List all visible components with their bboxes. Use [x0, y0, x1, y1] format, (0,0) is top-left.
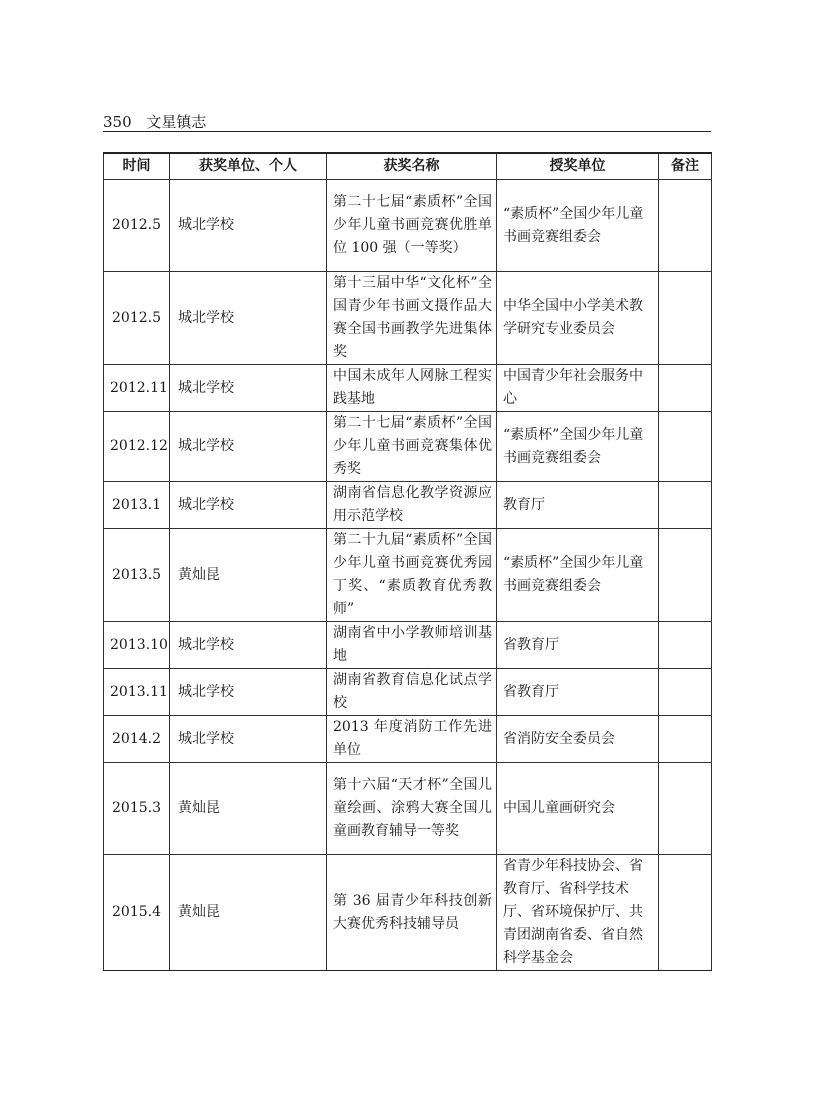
cell-award: 第 36 届青少年科技创新大赛优秀科技辅导员: [327, 855, 497, 971]
page-header: [103, 113, 711, 132]
cell-award: 第二十七届“素质杯”全国少年儿童书画竞赛集体优秀奖: [327, 412, 497, 482]
cell-award: 第二十九届“素质杯”全国少年儿童书画竞赛优秀园丁奖、“素质教育优秀教师”: [327, 529, 497, 622]
cell-award: 第十六届“天才杯”全国儿童绘画、涂鸦大赛全国儿童画教育辅导一等奖: [327, 763, 497, 855]
cell-note: [659, 716, 712, 763]
cell-grantor: “素质杯”全国少年儿童书画竞赛组委会: [497, 412, 659, 482]
cell-recipient: 黄灿昆: [170, 855, 327, 971]
cell-grantor: 省消防安全委员会: [497, 716, 659, 763]
cell-recipient: 城北学校: [170, 622, 327, 669]
cell-grantor: 省青少年科技协会、省教育厅、省科学技术厅、省环境保护厅、共青团湖南省委、省自然科学基金会: [497, 855, 659, 971]
cell-grantor: 教育厅: [497, 482, 659, 529]
book-title: 文星镇志: [146, 113, 207, 131]
cell-recipient: 黄灿昆: [170, 529, 327, 622]
cell-time: 2013.10: [104, 622, 170, 669]
cell-award: 第十三届中华“文化杯”全国青少年书画文摄作品大赛全国书画教学先进集体奖: [327, 272, 497, 365]
cell-note: [659, 669, 712, 716]
cell-grantor: 中华全国中小学美术教学研究专业委员会: [497, 272, 659, 365]
table-row: [104, 180, 712, 272]
cell-award: 湖南省教育信息化试点学校: [327, 669, 497, 716]
cell-grantor: 省教育厅: [497, 622, 659, 669]
column-header-recipient: 获奖单位、个人: [170, 153, 327, 180]
cell-time: 2012.11: [104, 365, 170, 412]
cell-recipient: 城北学校: [170, 272, 327, 365]
table-row: [104, 412, 712, 482]
cell-recipient: 城北学校: [170, 669, 327, 716]
cell-note: [659, 529, 712, 622]
cell-recipient: 城北学校: [170, 412, 327, 482]
cell-grantor: “素质杯”全国少年儿童书画竞赛组委会: [497, 180, 659, 272]
cell-recipient: 城北学校: [170, 365, 327, 412]
cell-grantor: 省教育厅: [497, 669, 659, 716]
table-row: [104, 855, 712, 971]
cell-recipient: 城北学校: [170, 482, 327, 529]
cell-time: 2013.1: [104, 482, 170, 529]
cell-award: 中国未成年人网脉工程实践基地: [327, 365, 497, 412]
cell-time: 2012.5: [104, 272, 170, 365]
table-row: [104, 365, 712, 412]
column-header-time: 时间: [104, 153, 170, 180]
cell-recipient: 黄灿昆: [170, 763, 327, 855]
cell-award: 第二十七届“素质杯”全国少年儿童书画竞赛优胜单位 100 强（一等奖）: [327, 180, 497, 272]
column-header-grantor: 授奖单位: [497, 153, 659, 180]
table-row: [104, 669, 712, 716]
cell-note: [659, 365, 712, 412]
table-header-row: [104, 153, 712, 180]
cell-note: [659, 482, 712, 529]
cell-time: 2015.4: [104, 855, 170, 971]
cell-time: 2013.11: [104, 669, 170, 716]
awards-table: [103, 152, 712, 971]
cell-grantor: 中国儿童画研究会: [497, 763, 659, 855]
cell-time: 2012.5: [104, 180, 170, 272]
cell-award: 湖南省信息化教学资源应用示范学校: [327, 482, 497, 529]
cell-time: 2012.12: [104, 412, 170, 482]
cell-note: [659, 763, 712, 855]
table-row: [104, 763, 712, 855]
table-row: [104, 622, 712, 669]
page-number: 350: [103, 113, 132, 131]
cell-note: [659, 272, 712, 365]
table-row: [104, 716, 712, 763]
cell-award: 2013 年度消防工作先进单位: [327, 716, 497, 763]
cell-time: 2014.2: [104, 716, 170, 763]
table-row: [104, 529, 712, 622]
cell-recipient: 城北学校: [170, 716, 327, 763]
cell-note: [659, 412, 712, 482]
cell-award: 湖南省中小学教师培训基地: [327, 622, 497, 669]
table-row: [104, 272, 712, 365]
cell-recipient: 城北学校: [170, 180, 327, 272]
cell-note: [659, 855, 712, 971]
cell-grantor: “素质杯”全国少年儿童书画竞赛组委会: [497, 529, 659, 622]
cell-time: 2013.5: [104, 529, 170, 622]
column-header-note: 备注: [659, 153, 712, 180]
cell-note: [659, 180, 712, 272]
cell-time: 2015.3: [104, 763, 170, 855]
cell-grantor: 中国青少年社会服务中心: [497, 365, 659, 412]
column-header-award: 获奖名称: [327, 153, 497, 180]
cell-note: [659, 622, 712, 669]
table-row: [104, 482, 712, 529]
